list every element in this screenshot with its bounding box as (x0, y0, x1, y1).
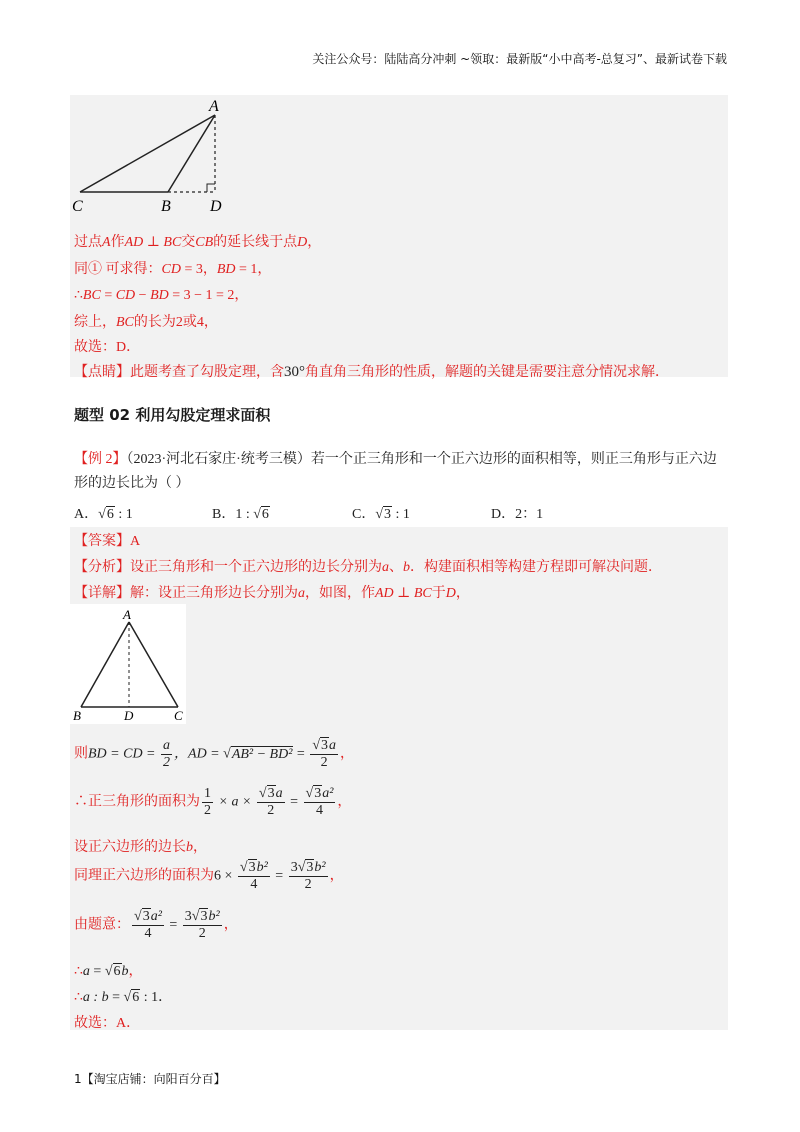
option-b: B．1 : √6 (212, 507, 269, 522)
solution-box-bottom (70, 527, 728, 1030)
page-header: 关注公众号：陆陆高分冲刺 ~领取：最新版“小中高考-总复习”、最新试卷下载 (312, 52, 727, 66)
vertex-label-a: A (209, 98, 219, 115)
option-a: A．√6 : 1 (74, 507, 133, 522)
answer-line: 【答案】A (74, 534, 141, 549)
derivation-line-1: 则BD = CD = $\frac{a}{2}$ ，AD = √AB² − BD² = $\frac{√3a}{2}$ ， (74, 738, 355, 770)
option-d: D．2：1 (491, 507, 544, 522)
derivation-line-7: ∴a : b = √6 : 1． (74, 990, 173, 1005)
solution-line-1: 过点A作AD ⊥ BC交CB的延长线于点D， (74, 235, 322, 250)
page-footer: 1【淘宝店铺：向阳百分百】 (74, 1072, 226, 1086)
section-title: 题型 02 利用勾股定理求面积 (74, 406, 271, 424)
vertex-label-d: D (210, 198, 222, 215)
derivation-line-6: ∴a = √6b， (74, 964, 143, 979)
derivation-line-4: 同理正六边形的面积为6 × $\frac{\text{√3b²}}{4}$ = $\frac{\text{3√3b²}}{2}$ ， (74, 860, 344, 892)
vertex-label-c: C (72, 198, 83, 215)
derivation-line-3: 设正六边形的边长b， (74, 840, 207, 855)
vertex-label-c2: C (174, 708, 183, 723)
detail-line: 【详解】解：设正三角形边长分别为a，如图，作AD ⊥ BC于D， (74, 586, 470, 601)
derivation-line-5: 由题意： $\frac{\text{√3a²}}{4}$ = $\frac{\text{3√3b²}}{2}$ ， (74, 909, 238, 941)
derivation-line-2: ∴正三角形的面积为 $\frac{1}{2}$ × a × $\frac{√3a}{2}$ = $\frac{\text{√3a²}}{4}$ ， (74, 786, 352, 818)
figure-triangle-right (70, 95, 240, 220)
analysis-line: 【分析】设正三角形和一个正六边形的边长分别为a、b．构建面积相等构建方程即可解决问题． (74, 560, 662, 575)
key-point-note: 【点睛】此题考查了勾股定理，含30°角直角三角形的性质，解题的关键是需要注意分情况求解． (74, 364, 669, 380)
derivation-line-8: 故选：A． (74, 1016, 141, 1031)
solution-line-4: 综上，BC的长为2或4， (74, 315, 218, 330)
example-question-line-2: 形的边长比为（ ） (74, 476, 190, 491)
example-question-line-1: 【例 2】（2023·河北石家庄·统考三模）若一个正三角形和一个正六边形的面积相等，则正三角形与正六边 (74, 452, 717, 467)
solution-line-5: 故选：D． (74, 340, 141, 355)
vertex-label-a2: A (123, 607, 131, 622)
vertex-label-b2: B (73, 708, 81, 723)
solution-line-2: 同① 可求得：CD = 3，BD = 1， (74, 262, 272, 277)
vertex-label-d2: D (124, 708, 134, 723)
solution-line-3: ∴BC = CD − BD = 3 − 1 = 2， (74, 288, 249, 303)
figure-equilateral-triangle (70, 604, 186, 724)
option-c: C．√3 : 1 (352, 507, 410, 522)
vertex-label-b: B (161, 198, 171, 215)
